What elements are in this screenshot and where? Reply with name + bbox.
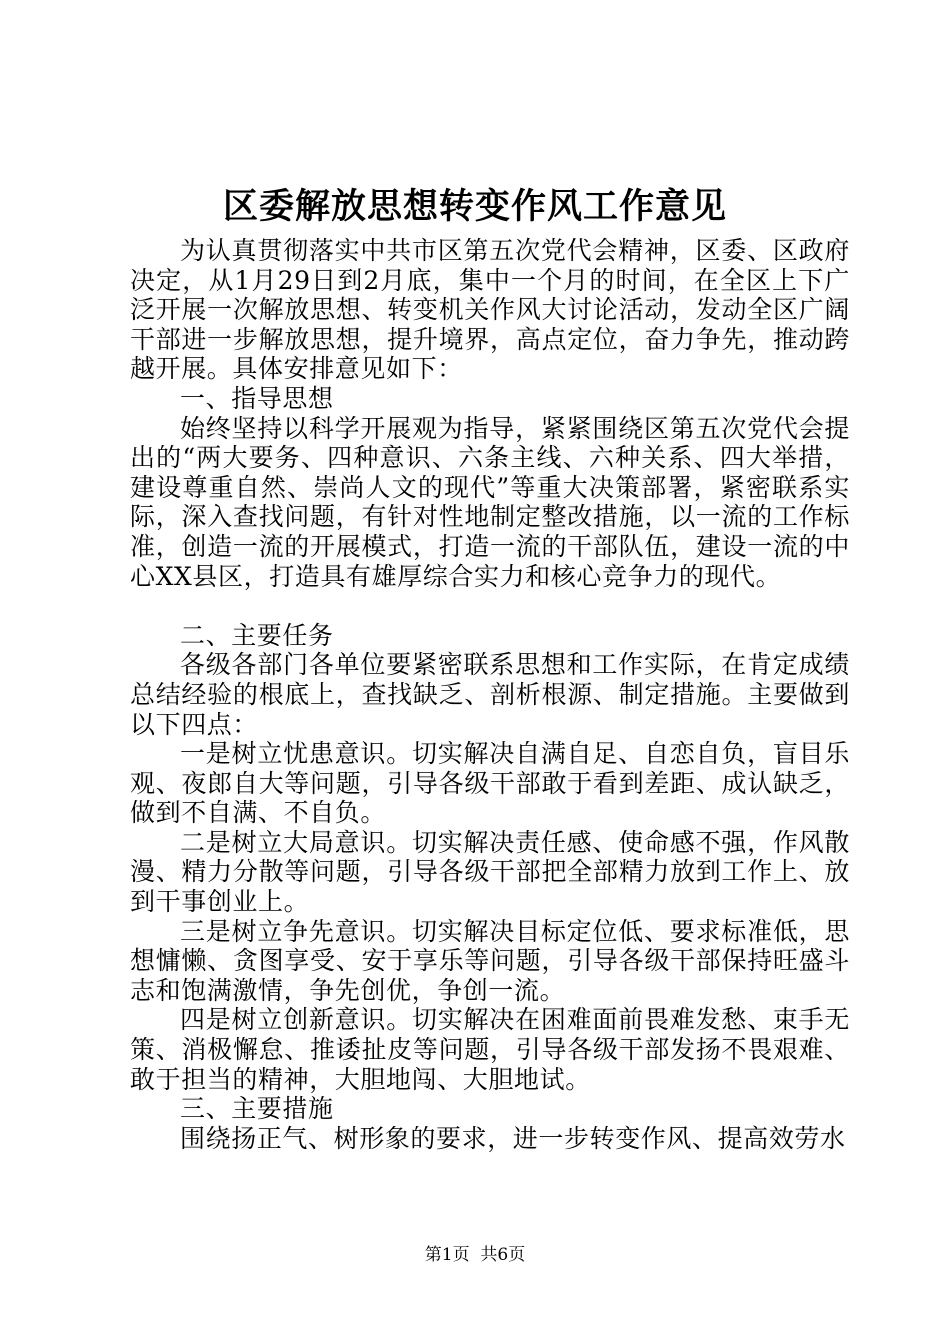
intro-paragraph: 为认真贯彻落实中共市区第五次党代会精神，区委、区政府决定，从1月29日到2月底，集中一个月的时间，在全区上下广泛开展一次解放思想、转变机关作风大讨论活动，发动全区广阔干部进一步解放思想，提升境界，高点定位，奋力争先，推动跨越开展。具体安排意见如下：: [130, 236, 850, 384]
document-body: [130, 236, 850, 1153]
task-item-1: 一是树立忧患意识。切实解决自满自足、自恋自负，盲目乐观、夜郎自大等问题，引导各级干部敢于看到差距、成认缺乏，做到不自满、不自负。: [130, 739, 850, 828]
paragraph-main-measures: 围绕扬正气、树形象的要求，进一步转变作风、提高效劳水: [180, 1123, 846, 1153]
section-heading-guiding-thought: 一、指导思想: [180, 383, 334, 413]
page-footer: 第1页 共6页: [424, 1245, 526, 1265]
paragraph-guiding-thought: 始终坚持以科学开展观为指导，紧紧围绕区第五次党代会提出的“两大要务、四种意识、六条主线、六种关系、四大举措，建设尊重自然、崇尚人文的现代”等重大决策部署，紧密联系实际，深入查找问题，有针对性地制定整改措施，以一流的工作标准，创造一流的开展模式，打造一流的干部队伍，建设一流的中心XX县区，打造具有雄厚综合实力和核心竞争力的现代。: [130, 413, 850, 591]
paragraph-main-tasks: 各级各部门各单位要紧密联系思想和工作实际，在肯定成绩总结经验的根底上，查找缺乏、剖析根源、制定措施。主要做到以下四点：: [130, 650, 850, 739]
task-item-4: 四是树立创新意识。切实解决在困难面前畏难发愁、束手无策、消极懈怠、推诿扯皮等问题，引导各级干部发扬不畏艰难、敢于担当的精神，大胆地闯、大胆地试。: [130, 1005, 850, 1094]
task-item-3: 三是树立争先意识。切实解决目标定位低、要求标准低，思想慵懒、贪图享受、安于享乐等问题，引导各级干部保持旺盛斗志和饱满激情，争先创优，争创一流。: [130, 916, 850, 1005]
document-title: 区委解放思想转变作风工作意见: [222, 186, 727, 227]
task-item-2: 二是树立大局意识。切实解决责任感、使命感不强，作风散漫、精力分散等问题，引导各级干部把全部精力放到工作上、放到干事创业上。: [130, 827, 850, 917]
section-heading-main-tasks: 二、主要任务: [180, 620, 334, 650]
section-heading-main-measures: 三、主要措施: [180, 1094, 334, 1124]
